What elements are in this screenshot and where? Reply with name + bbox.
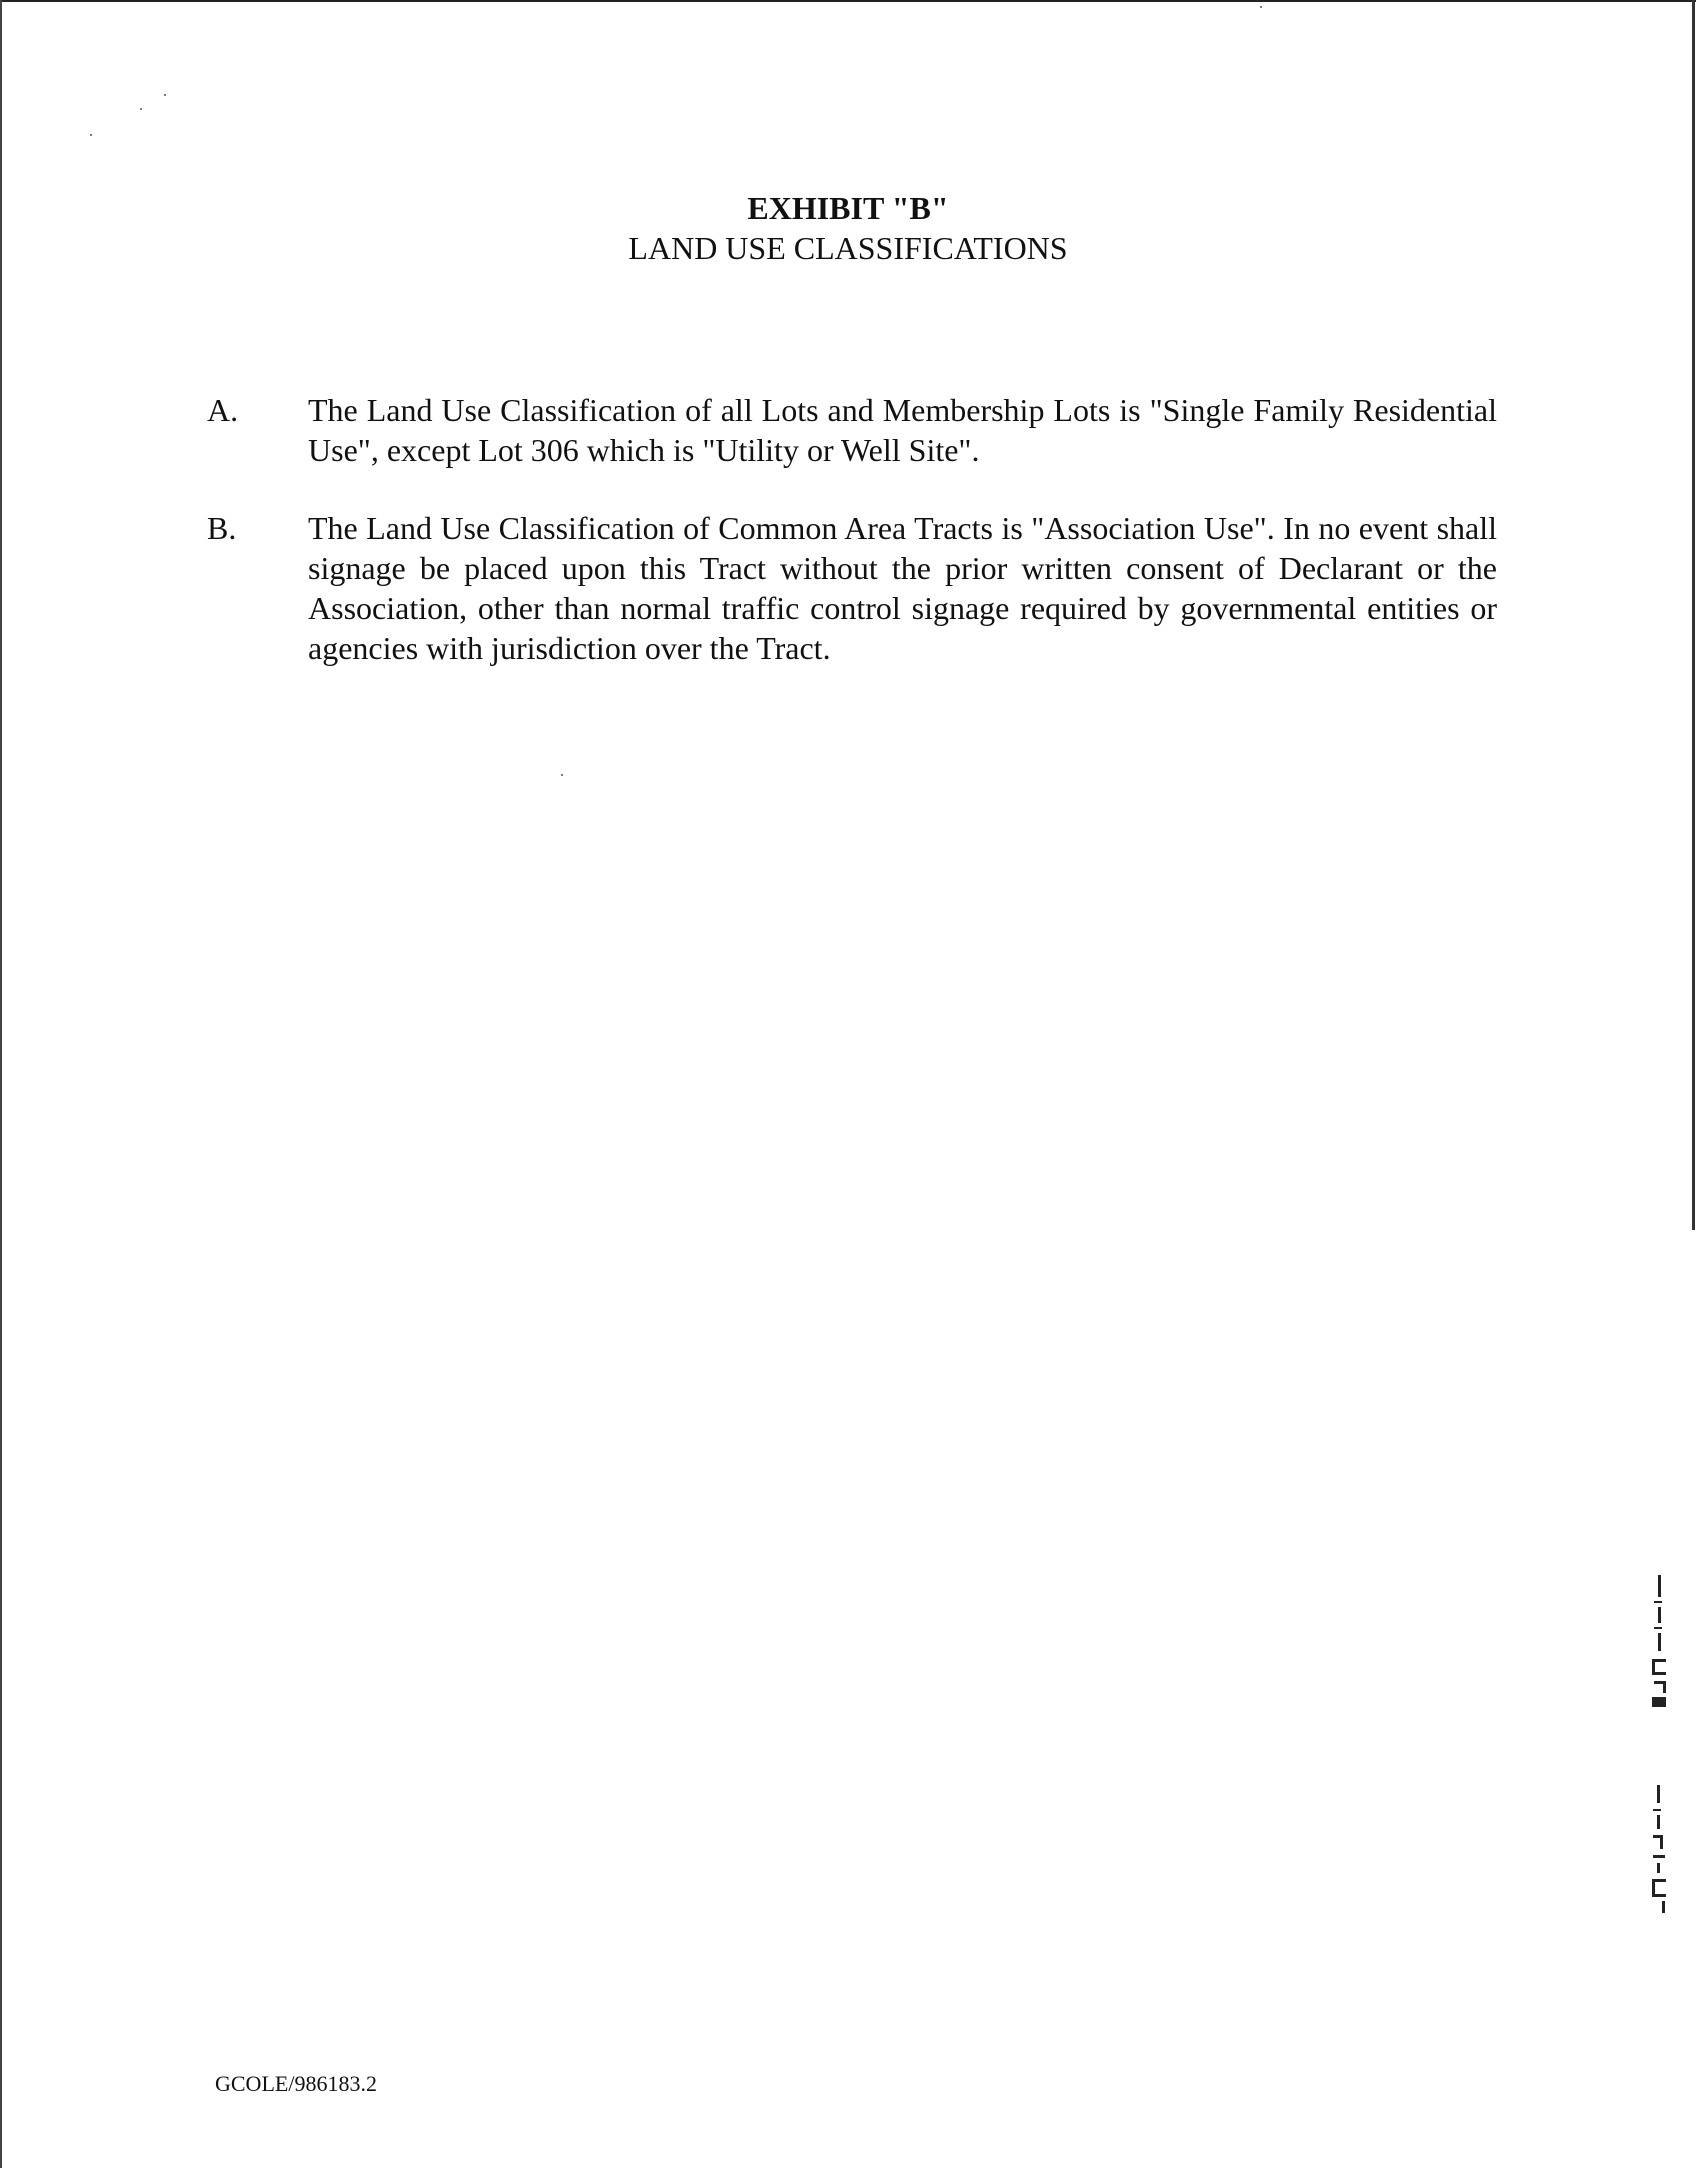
item-text: The Land Use Classification of Common Area Tracts is "Association Use". In no event shall signage be placed upon this Tract without the prior written consent of Declarant or the Association, other than normal traffic control signage required by governmental entities or agencies with jurisdiction over the Tract. — [308, 510, 1497, 666]
document-code: GCOLE/986183.2 — [215, 2071, 377, 2096]
scan-speck — [1260, 6, 1262, 8]
page-edge-top — [0, 0, 1696, 2]
scan-speck — [90, 134, 92, 136]
scan-speck — [561, 774, 563, 776]
page-edge-right — [1692, 0, 1695, 1230]
item-marker: A. — [207, 392, 239, 428]
scan-speck — [164, 94, 166, 96]
document-header — [0, 188, 1696, 268]
scan-speck — [140, 108, 142, 110]
recording-stamp-graphic — [1648, 1575, 1678, 1915]
item-text: The Land Use Classification of all Lots and Membership Lots is "Single Family Residential Use", except Lot 306 which is "Utility or Well Site". — [308, 392, 1497, 468]
exhibit-title: EXHIBIT "B" — [747, 190, 949, 226]
exhibit-subtitle: LAND USE CLASSIFICATIONS — [628, 230, 1068, 266]
item-marker: B. — [207, 510, 237, 546]
page-edge-left — [0, 0, 2, 2168]
